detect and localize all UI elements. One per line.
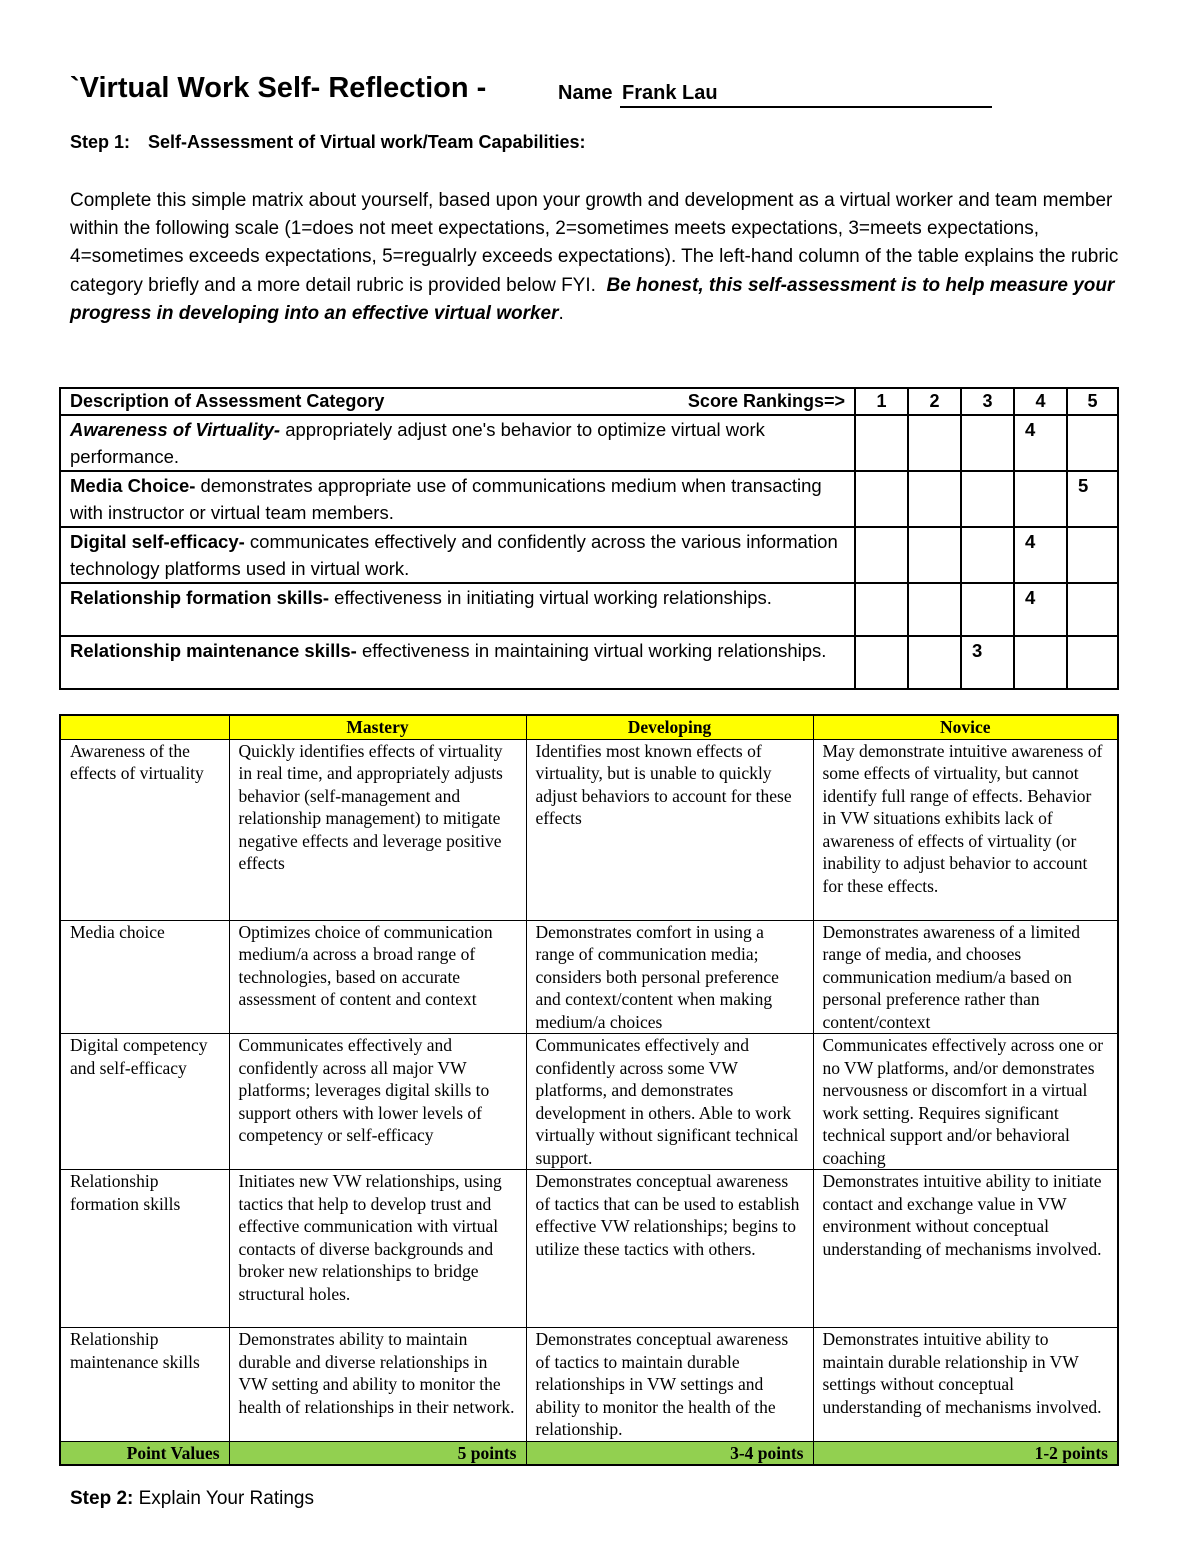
score-cell-selected[interactable]: 4 [1014,527,1067,583]
rubric-row [60,1034,1118,1170]
rubric-mastery: Quickly identifies effects of virtuality in real time, and appropriately adjusts behavior (self-management and relationship management) to mitigate negative effects and leverage positive effects [229,739,526,920]
category-text: appropriately adjust one's behavior to optimize virtual work performance. [70,419,765,467]
score-cell[interactable] [961,583,1014,636]
header-description [60,388,855,415]
score-table-header [60,388,1118,415]
rubric-header-developing: Developing [526,715,813,739]
rubric-header-novice: Novice [813,715,1118,739]
category-text: effectiveness in maintaining virtual working relationships. [356,640,827,661]
point-values-label: Point Values [60,1441,229,1465]
score-cell[interactable] [1067,583,1118,636]
step1-title: Self-Assessment of Virtual work/Team Capabilities: [148,132,586,152]
score-cell-selected[interactable]: 4 [1014,583,1067,636]
score-row [60,636,1118,689]
score-cell[interactable] [908,471,961,527]
score-cell[interactable] [908,636,961,689]
rubric-category: Awareness of the effects of virtuality [60,739,229,920]
points-mastery: 5 points [229,1441,526,1465]
category-text: effectiveness in initiating virtual working relationships. [329,587,772,608]
score-row [60,471,1118,527]
rubric-novice: Demonstrates intuitive ability to maintain durable relationship in VW settings without conceptual understanding of mechanisms involved. [813,1328,1118,1442]
step2-text: Explain Your Ratings [133,1488,314,1509]
intro-period: . [558,302,564,324]
document-title: `Virtual Work Self- Reflection - [70,72,487,104]
step2-label: Step 2: [70,1488,134,1509]
score-col-2: 2 [908,388,961,415]
rubric-row [60,1328,1118,1442]
score-cell[interactable] [908,415,961,471]
category-description [60,583,855,636]
category-description [60,471,855,527]
score-cell[interactable] [1014,636,1067,689]
step2-heading [70,1488,314,1510]
score-cell[interactable] [1067,636,1118,689]
score-col-5: 5 [1067,388,1118,415]
intro-emphasis: Be honest, this self-assessment is to help measure your progress in developing into an effective virtual worker [70,274,1115,324]
rubric-novice: Communicates effectively across one or no VW platforms, and/or demonstrates nervousness or discomfort in a virtual work setting. Requires significant technical support and/or behavioral coaching [813,1034,1118,1170]
rubric-developing: Identifies most known effects of virtuality, but is unable to quickly adjust behaviors to account for these effects [526,739,813,920]
header-desc-label: Description of Assessment Category [70,391,385,411]
category-description [60,636,855,689]
score-row [60,583,1118,636]
score-cell[interactable] [961,527,1014,583]
rubric-row [60,739,1118,920]
category-title: Relationship maintenance skills- [70,640,357,661]
name-value: Frank Lau [622,82,718,104]
rubric-header-mastery: Mastery [229,715,526,739]
rubric-mastery: Communicates effectively and confidently across all major VW platforms; leverages digital skills to support others with lower levels of competency or self-efficacy [229,1034,526,1170]
step1-heading [70,132,585,153]
rubric-developing: Communicates effectively and confidently across some VW platforms, and demonstrates development in others. Able to work virtually without significant technical support. [526,1034,813,1170]
score-cell-selected[interactable]: 3 [961,636,1014,689]
score-col-3: 3 [961,388,1014,415]
category-title: Media Choice- [70,475,196,496]
name-field[interactable] [620,82,992,108]
header-rank-label: Score Rankings=> [687,391,845,411]
rubric-mastery: Initiates new VW relationships, using tactics that help to develop trust and effective communication with virtual contacts of diverse backgrounds and broker new relationships to bridge structural holes. [229,1170,526,1328]
rubric-category: Relationship maintenance skills [60,1328,229,1442]
title-row [70,70,1130,110]
score-cell[interactable] [1067,527,1118,583]
points-developing: 3-4 points [526,1441,813,1465]
category-title: Relationship formation skills- [70,587,330,608]
rubric-developing: Demonstrates comfort in using a range of communication media; considers both personal preference and context/content when making medium/a choices [526,920,813,1034]
rubric-novice: Demonstrates awareness of a limited range of media, and chooses communication medium/a based on personal preference rather than content/context [813,920,1118,1034]
intro-paragraph [70,187,1130,328]
rubric-novice: May demonstrate intuitive awareness of some effects of virtuality, but cannot identify full range of effects. Behavior in VW situations exhibits lack of awareness of effects of virtuality (or inability to adjust behavior to account for these effects. [813,739,1118,920]
point-values-row [60,1441,1118,1465]
score-cell[interactable] [855,471,908,527]
rubric-developing: Demonstrates conceptual awareness of tactics that can be used to establish effective VW relationships; begins to utilize these tactics with others. [526,1170,813,1328]
category-description [60,527,855,583]
score-cell[interactable] [855,415,908,471]
step1-label: Step 1: [70,132,131,152]
rubric-category: Relationship formation skills [60,1170,229,1328]
category-text: communicates effectively and confidently across the various information technology platforms used in virtual work. [70,531,838,579]
score-cell[interactable] [855,636,908,689]
rubric-mastery: Demonstrates ability to maintain durable and diverse relationships in VW setting and ability to monitor the health of relationships in their network. [229,1328,526,1442]
rubric-category: Media choice [60,920,229,1034]
rubric-category: Digital competency and self-efficacy [60,1034,229,1170]
score-cell-selected[interactable]: 5 [1067,471,1118,527]
score-row [60,415,1118,471]
category-title: Awareness of Virtuality- [70,419,281,440]
score-col-1: 1 [855,388,908,415]
score-cell[interactable] [1067,415,1118,471]
rubric-mastery: Optimizes choice of communication medium/a across a broad range of technologies, based on accurate assessment of content and context [229,920,526,1034]
rubric-developing: Demonstrates conceptual awareness of tactics to maintain durable relationships in VW settings and ability to monitor the health of the relationship. [526,1328,813,1442]
score-row [60,527,1118,583]
score-cell[interactable] [855,583,908,636]
category-text: demonstrates appropriate use of communications medium when transacting with instructor or virtual team members. [70,475,822,523]
score-col-4: 4 [1014,388,1067,415]
score-cell[interactable] [855,527,908,583]
rubric-header-row [60,715,1118,739]
rubric-row [60,920,1118,1034]
rubric-novice: Demonstrates intuitive ability to initiate contact and exchange value in VW environment without conceptual understanding of mechanisms involved. [813,1170,1118,1328]
intro-text: Complete this simple matrix about yourself, based upon your growth and development as a virtual worker and team member within the following scale (1=does not meet expectations, 2=sometimes meets expectations, 3=meets expectations, 4=sometimes exceeds expectations, 5=regualrly exceeds expectations). The left-hand column of the table explains the rubric category briefly and a more detail rubric is provided below FYI. [70,190,1119,296]
rubric-row [60,1170,1118,1328]
category-title: Digital self-efficacy- [70,531,245,552]
score-cell[interactable] [961,415,1014,471]
score-cell[interactable] [908,527,961,583]
category-description [60,415,855,471]
self-assessment-table [59,387,1119,690]
score-cell-selected[interactable]: 4 [1014,415,1067,471]
rubric-table [59,714,1119,1466]
score-cell[interactable] [961,471,1014,527]
score-cell[interactable] [1014,471,1067,527]
name-label: Name [558,82,613,104]
rubric-header-blank [60,715,229,739]
score-cell[interactable] [908,583,961,636]
points-novice: 1-2 points [813,1441,1118,1465]
